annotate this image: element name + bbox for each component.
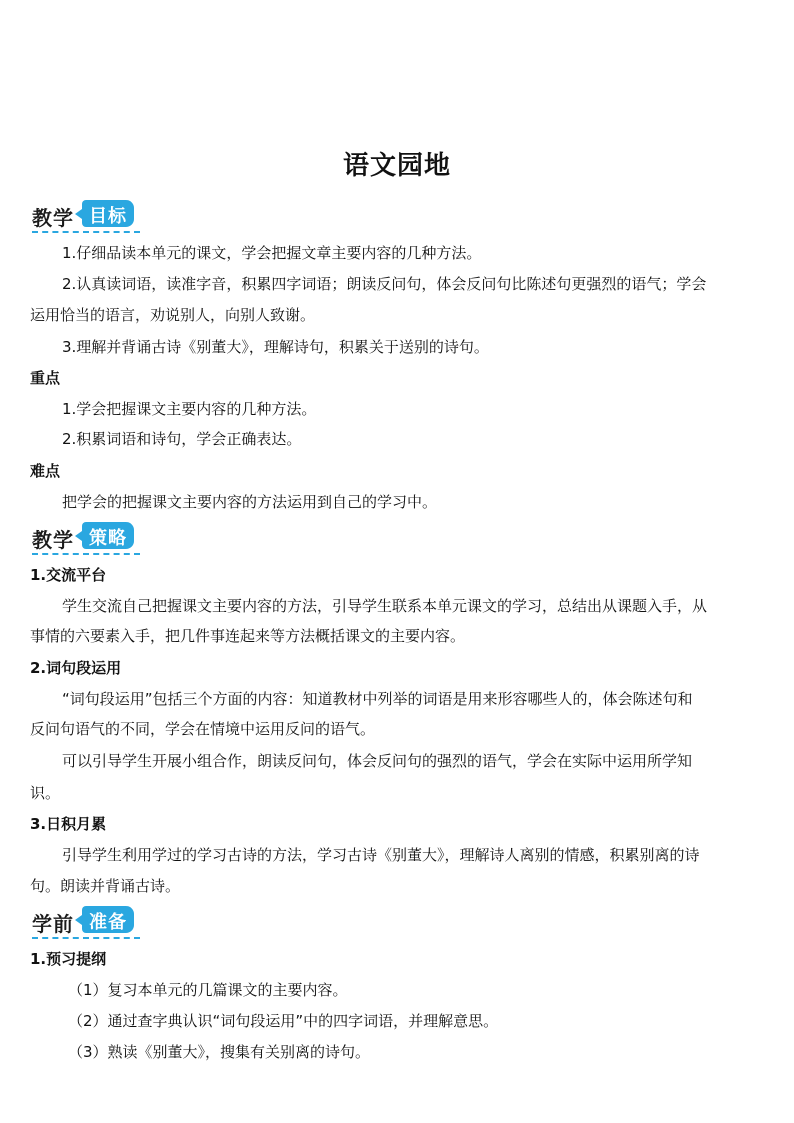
section-badge bbox=[82, 200, 134, 227]
section-badge-text: 目标 bbox=[89, 206, 127, 227]
difficulties-label: 难点 bbox=[30, 462, 61, 480]
prep-item: （3）熟读《别董大》，搜集有关别离的诗句。 bbox=[68, 1043, 371, 1061]
section-underline bbox=[32, 231, 140, 233]
goal-item: 1.仔细品读本单元的课文，学会把握文章主要内容的几种方法。 bbox=[62, 244, 482, 262]
difficulties-text: 把学会的把握课文主要内容的方法运用到自己的学习中。 bbox=[62, 493, 438, 511]
strategy-paragraph: 引导学生利用学过的学习古诗的方法，学习古诗《别董大》，理解诗人离别的情感，积累别离的诗 bbox=[62, 846, 700, 864]
strategy-paragraph-cont: 识。 bbox=[30, 784, 61, 802]
goal-item: 3.理解并背诵古诗《别董大》，理解诗句，积累关于送别的诗句。 bbox=[62, 338, 489, 356]
page-title: 语文园地 bbox=[342, 151, 451, 181]
goal-item-cont: 运用恰当的语言，劝说别人，向别人致谢。 bbox=[30, 306, 316, 324]
strategy-paragraph-cont: 事情的六要素入手，把几件事连起来等方法概括课文的主要内容。 bbox=[30, 627, 466, 645]
key-points-label: 重点 bbox=[30, 369, 61, 387]
prep-subheading: 1.预习提纲 bbox=[30, 950, 107, 968]
strategy-paragraph-cont: 句。朗读并背诵古诗。 bbox=[30, 877, 181, 895]
key-point-item: 2.积累词语和诗句，学会正确表达。 bbox=[62, 430, 302, 448]
strategy-paragraph: “词句段运用”包括三个方面的内容：知道教材中列举的词语是用来形容哪些人的，体会陈述句和 bbox=[62, 690, 693, 708]
strategy-paragraph-cont: 反问句语气的不同，学会在情境中运用反问的语气。 bbox=[30, 720, 376, 738]
section-header-text: 教学 bbox=[32, 528, 74, 552]
section-underline bbox=[32, 937, 140, 939]
section-badge bbox=[82, 522, 134, 549]
strategy-subheading: 2.词句段运用 bbox=[30, 659, 122, 677]
section-header-text: 学前 bbox=[32, 912, 74, 936]
strategy-paragraph: 学生交流自己把握课文主要内容的方法，引导学生联系本单元课文的学习，总结出从课题入手，从 bbox=[62, 597, 708, 615]
goal-item: 2.认真读词语，读准字音，积累四字词语；朗读反问句，体会反问句比陈述句更强烈的语气；学会 bbox=[62, 275, 707, 293]
prep-item: （1）复习本单元的几篇课文的主要内容。 bbox=[68, 981, 348, 999]
section-badge-text: 策略 bbox=[89, 528, 127, 549]
section-badge-text: 准备 bbox=[89, 912, 127, 933]
section-underline bbox=[32, 553, 140, 555]
strategy-subheading: 1.交流平台 bbox=[30, 566, 107, 584]
prep-item: （2）通过查字典认识“词句段运用”中的四字词语，并理解意思。 bbox=[68, 1012, 499, 1030]
strategy-subheading: 3.日积月累 bbox=[30, 815, 107, 833]
strategy-paragraph: 可以引导学生开展小组合作，朗读反问句，体会反问句的强烈的语气，学会在实际中运用所学知 bbox=[62, 752, 693, 770]
section-header-text: 教学 bbox=[32, 206, 74, 230]
section-badge bbox=[82, 906, 134, 933]
key-point-item: 1.学会把握课文主要内容的几种方法。 bbox=[62, 400, 317, 418]
